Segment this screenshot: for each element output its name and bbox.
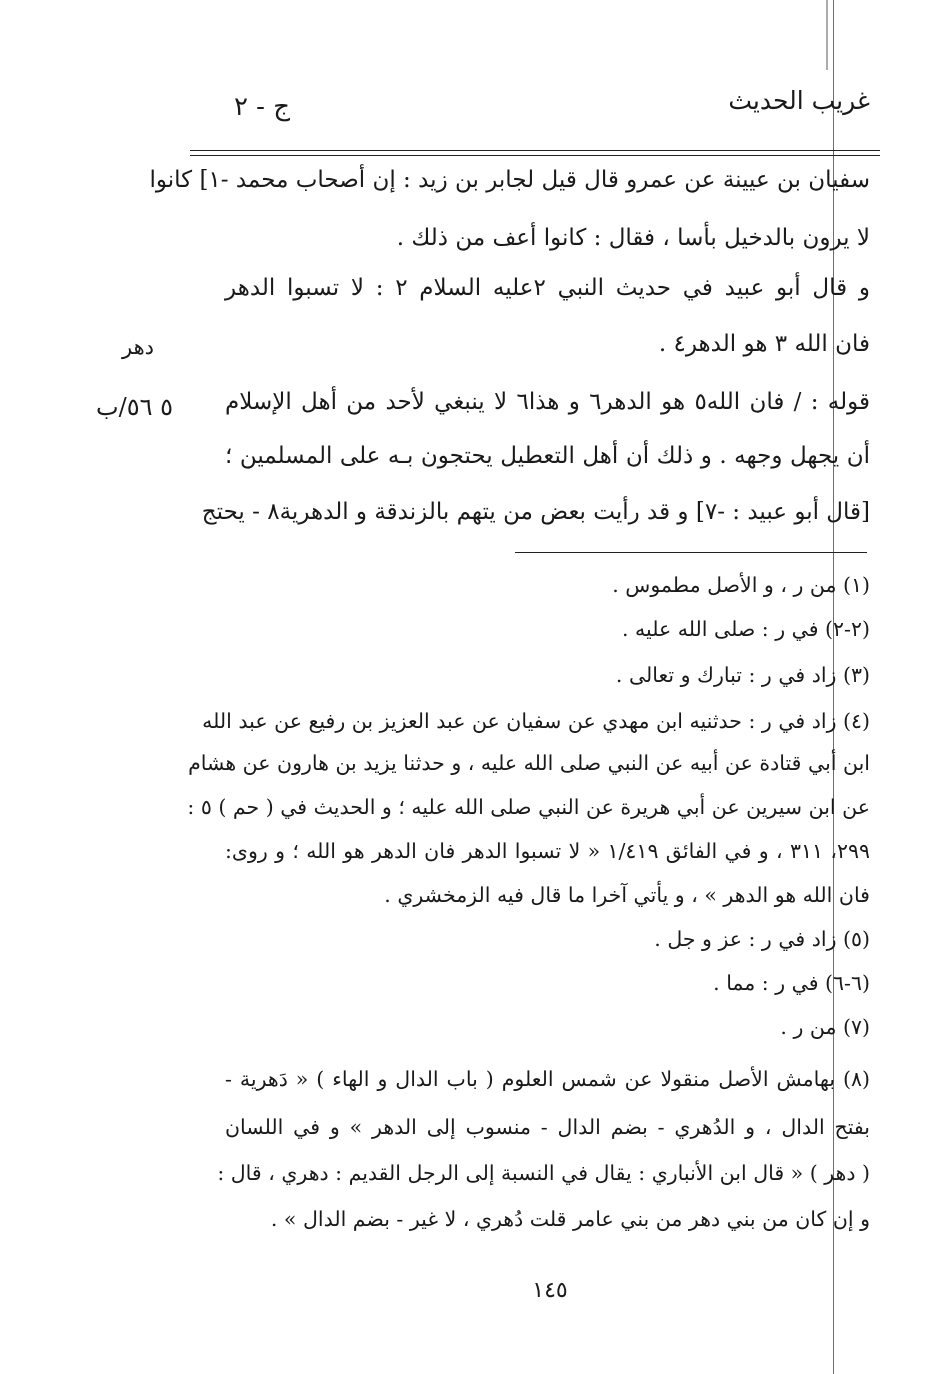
body-line: فان الله ٣ هو الدهر٤ . (658, 331, 870, 357)
scan-artifact-top (826, 0, 828, 70)
footnote-line: و إن كان من بني دهر من بني عامر قلت دُهري ، لا غير - بضم الدال » . (270, 1207, 870, 1231)
footnote-line: (٢-٢) في ر : صلى الله عليه . (622, 617, 870, 641)
footnote-line: ابن أبي قتادة عن أبيه عن النبي صلى الله عليه ، و حدثنا يزيد بن هارون عن هشام (188, 751, 870, 775)
page-number: ١٤٥ (532, 1278, 568, 1303)
footnote-line: ( دهر ) « قال ابن الأنباري : يقال في النسبة إلى الرجل القديم : دهري ، قال : (217, 1161, 870, 1185)
body-line: أن يجهل وجهه . و ذلك أن أهل التعطيل يحتجون بـه على المسلمين ؛ (225, 443, 870, 469)
footnote-line: (٥) زاد في ر : عز و جل . (654, 927, 870, 951)
footnote-line: بفتح الدال ، و الدُهري - بضم الدال - منسوب إلى الدهر » و في اللسان (225, 1115, 870, 1139)
body-line: سفيان بن عيينة عن عمرو قال قيل لجابر بن زيد : إن أصحاب محمد -١] كانوا (149, 167, 870, 193)
footnote-line: ٢٩٩، ٣١١ ، و في الفائق ١/٤١٩ « لا تسبوا الدهر فان الدهر هو الله ؛ و روى: (225, 839, 870, 863)
footnote-separator (515, 552, 867, 553)
footnote-line: (٤) زاد في ر : حدثنيه ابن مهدي عن سفيان عن عبد العزيز بن رفيع عن عبد الله (202, 709, 870, 733)
margin-folio-reference: ٥ ٥٦/ب (96, 393, 173, 421)
body-line: قوله : / فان الله٥ هو الدهر٦ و هذا٦ لا ينبغي لأحد من أهل الإسلام (225, 389, 870, 415)
header-rule-top (190, 150, 880, 151)
body-line: و قال أبو عبيد في حديث النبي ٢عليه السلام ٢ : لا تسبوا الدهر (225, 275, 870, 301)
header-rule-bottom (190, 155, 880, 156)
margin-keyword: دهر (121, 335, 154, 359)
footnote-line: عن ابن سيرين عن أبي هريرة عن النبي صلى الله عليه ؛ و الحديث في ( حم ) ٥ : (187, 795, 870, 819)
footnote-line: (٨) بهامش الأصل منقولا عن شمس العلوم ( باب الدال و الهاء ) « دَهرية - (225, 1067, 870, 1091)
footnote-line: فان الله هو الدهر » ، و يأتي آخرا ما قال فيه الزمخشري . (384, 883, 870, 907)
body-line: [قال أبو عبيد : -٧] و قد رأيت بعض من يتهم بالزندقة و الدهرية٨ - يحتج (201, 499, 870, 525)
body-line: لا يرون بالدخيل بأسا ، فقال : كانوا أعف من ذلك . (396, 225, 870, 251)
running-title: غريب الحديث (728, 86, 870, 115)
footnote-line: (١) من ر ، و الأصل مطموس . (612, 573, 870, 597)
footnote-line: (٣) زاد في ر : تبارك و تعالى . (615, 663, 870, 687)
volume-label: ج - ٢ (233, 92, 291, 122)
footnote-line: (٦-٦) في ر : مما . (713, 971, 870, 995)
footnote-line: (٧) من ر . (780, 1015, 870, 1039)
